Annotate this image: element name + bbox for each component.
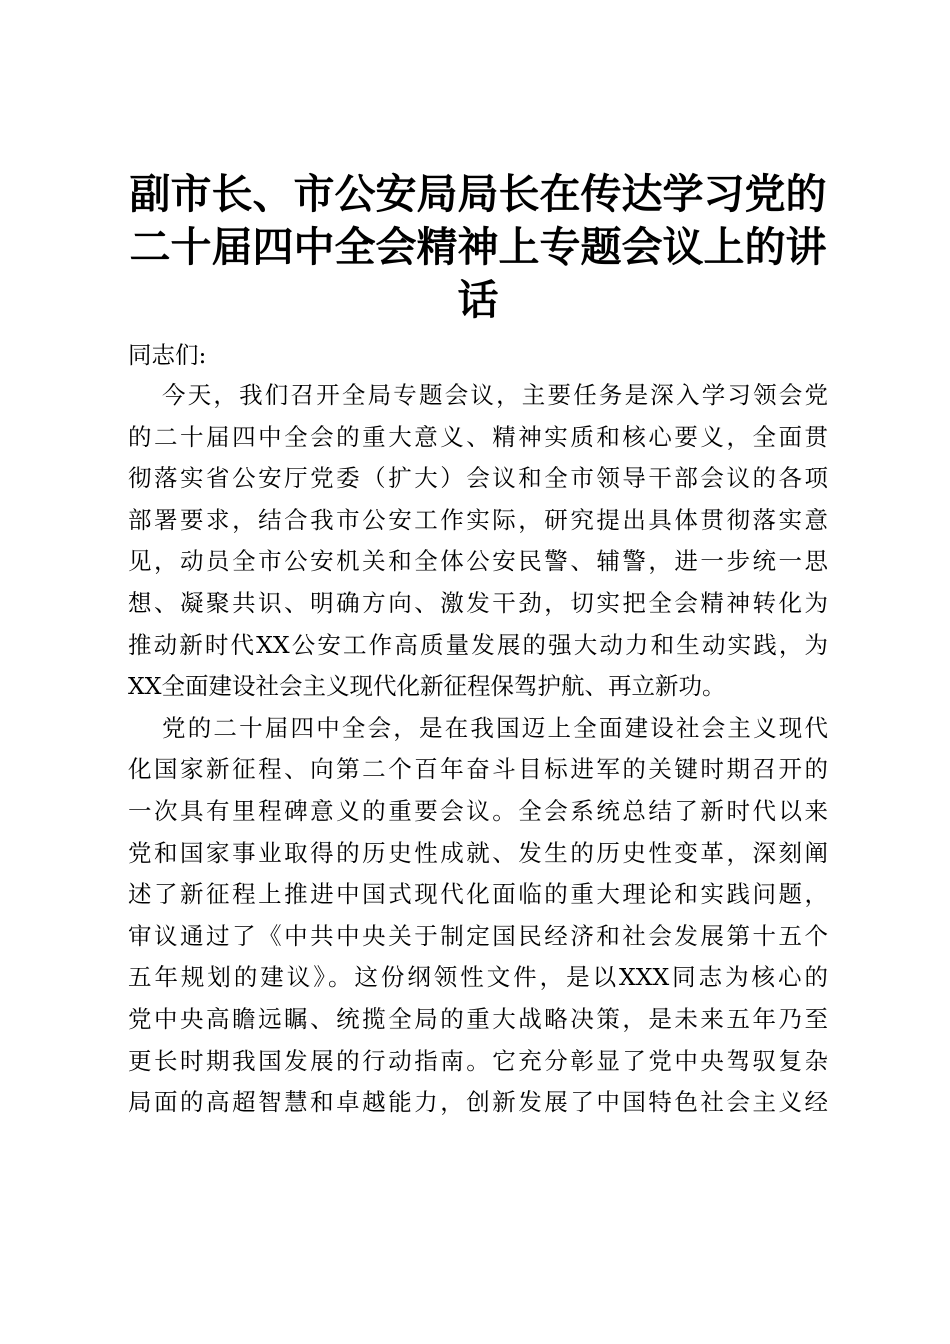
paragraph-2 bbox=[128, 708, 828, 1124]
document-title bbox=[128, 168, 828, 327]
text-line: 述了新征程上推进中国式现代化面临的重大理论和实践问题， bbox=[128, 880, 828, 909]
text-line: 彻落实省公安厅党委（扩大）会议和全市领导干部会议的各项 bbox=[128, 464, 828, 493]
text-line: 部署要求，结合我市公安工作实际，研究提出具体贯彻落实意 bbox=[128, 505, 828, 534]
text-line: 推动新时代XX公安工作高质量发展的强大动力和生动实践，为 bbox=[128, 630, 828, 659]
text-line: 党的二十届四中全会，是在我国迈上全面建设社会主义现代 bbox=[162, 713, 828, 742]
text-line: 今天，我们召开全局专题会议，主要任务是深入学习领会党 bbox=[162, 381, 828, 409]
text-line: 更长时期我国发展的行动指南。它充分彰显了党中央驾驭复杂 bbox=[128, 1046, 828, 1075]
title-line: 话 bbox=[457, 276, 499, 324]
text-line: 五年规划的建议》。这份纲领性文件，是以XXX同志为核心的 bbox=[128, 963, 828, 992]
title-line: 二十届四中全会精神上专题会议上的讲 bbox=[129, 223, 827, 271]
text-line: 党中央高瞻远瞩、统揽全局的重大战略决策，是未来五年乃至 bbox=[128, 1004, 828, 1033]
paragraph-1 bbox=[128, 375, 828, 708]
document-page bbox=[128, 168, 828, 1124]
text-line: 局面的高超智慧和卓越能力，创新发展了中国特色社会主义经 bbox=[128, 1088, 828, 1117]
title-line: 副市长、市公安局局长在传达学习党的 bbox=[129, 170, 827, 218]
text-line: 一次具有里程碑意义的重要会议。全会系统总结了新时代以来 bbox=[128, 796, 828, 825]
text-line: 审议通过了《中共中央关于制定国民经济和社会发展第十五个 bbox=[128, 921, 828, 950]
text-line: 想、凝聚共识、明确方向、激发干劲，切实把全会精神转化为 bbox=[128, 588, 828, 617]
text-line: 党和国家事业取得的历史性成就、发生的历史性变革，深刻阐 bbox=[128, 838, 828, 867]
salutation: 同志们: bbox=[128, 341, 207, 369]
text-line: 的二十届四中全会的重大意义、精神实质和核心要义，全面贯 bbox=[128, 422, 828, 451]
text-line: 化国家新征程、向第二个百年奋斗目标进军的关键时期召开的 bbox=[128, 755, 828, 784]
text-line: XX全面建设社会主义现代化新征程保驾护航、再立新功。 bbox=[128, 672, 726, 701]
text-line: 见，动员全市公安机关和全体公安民警、辅警，进一步统一思 bbox=[128, 547, 828, 576]
